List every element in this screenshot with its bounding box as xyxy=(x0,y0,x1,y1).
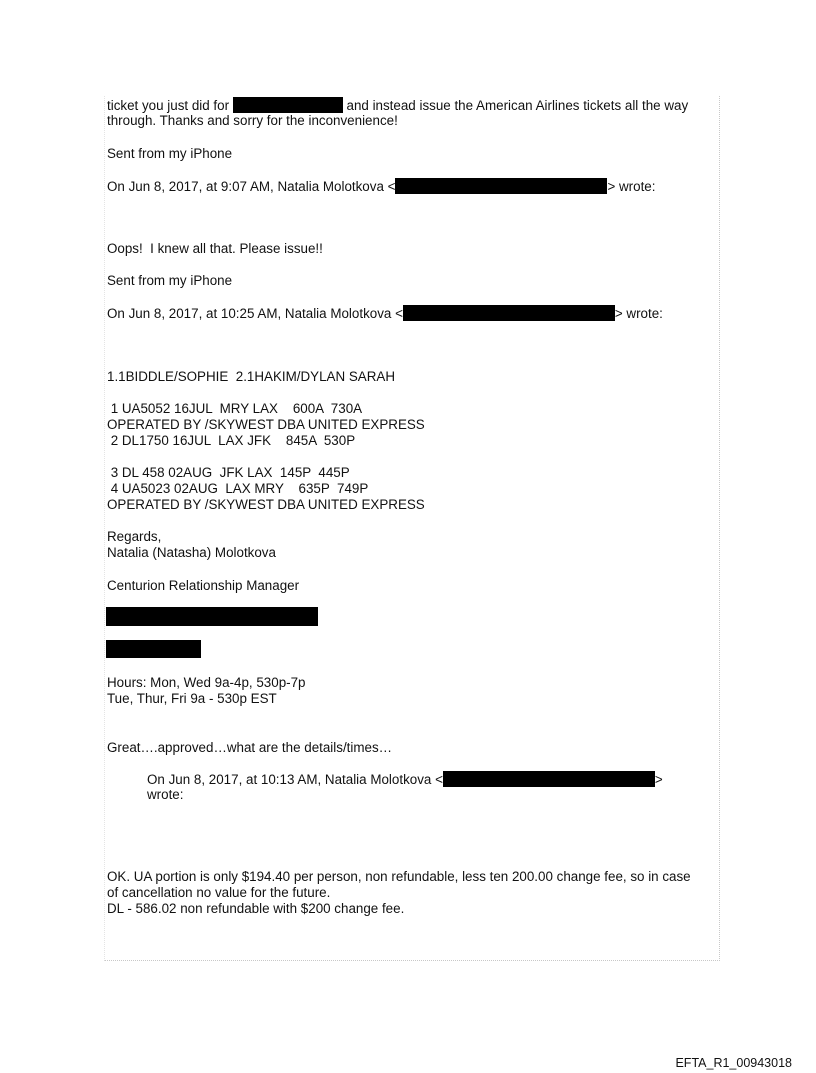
itinerary-operated-by: OPERATED BY /SKYWEST DBA UNITED EXPRESS xyxy=(107,417,425,432)
redaction-bar xyxy=(403,305,615,321)
itinerary-line-2: 2 DL1750 16JUL LAX JFK 845A 530P xyxy=(107,433,356,448)
itinerary-line-1: 1 UA5052 16JUL MRY LAX 600A 730A xyxy=(107,401,363,416)
quote-header-1013 xyxy=(147,771,663,788)
redaction-bar xyxy=(395,178,607,194)
text-fragment: On Jun 8, 2017, at 10:25 AM, Natalia Molotkova < xyxy=(107,306,403,321)
text-line-dl-fee: DL - 586.02 non refundable with $200 change fee. xyxy=(107,901,405,916)
redaction-bar xyxy=(443,771,655,787)
text-line-oops: Oops! I knew all that. Please issue!! xyxy=(107,241,323,256)
sent-from-iphone: Sent from my iPhone xyxy=(107,273,233,288)
text-line-cancellation: of cancellation no value for the future. xyxy=(107,885,331,900)
hours-line-2: Tue, Thur, Fri 9a - 530p EST xyxy=(107,691,277,706)
itinerary-operated-by: OPERATED BY /SKYWEST DBA UNITED EXPRESS xyxy=(107,497,425,512)
text-fragment: and instead issue the American Airlines tickets all the way xyxy=(342,98,689,113)
document-page xyxy=(104,96,720,961)
text-line-through: through. Thanks and sorry for the inconvenience! xyxy=(107,113,398,128)
text-line-ticket xyxy=(107,97,688,114)
text-fragment: > xyxy=(654,772,663,787)
text-fragment: On Jun 8, 2017, at 9:07 AM, Natalia Molotkova < xyxy=(107,179,396,194)
text-fragment: On Jun 8, 2017, at 10:13 AM, Natalia Molotkova < xyxy=(147,772,443,787)
text-line-approved: Great….approved…what are the details/times… xyxy=(107,740,393,755)
signoff: Regards, xyxy=(107,529,162,544)
signature-title: Centurion Relationship Manager xyxy=(107,578,300,593)
text-fragment: > wrote: xyxy=(614,306,663,321)
redaction-block xyxy=(106,607,318,626)
redaction-bar xyxy=(233,97,343,113)
itinerary-line-3: 3 DL 458 02AUG JFK LAX 145P 445P xyxy=(107,465,350,480)
quote-header-0907 xyxy=(107,178,655,195)
text-fragment: > wrote: xyxy=(607,179,656,194)
text-line-ua-portion: OK. UA portion is only $194.40 per person, non refundable, less ten 200.00 change fee, so in case xyxy=(107,869,691,884)
quote-header-wrote: wrote: xyxy=(147,787,184,802)
sent-from-iphone: Sent from my iPhone xyxy=(107,146,233,161)
passenger-names: 1.1BIDDLE/SOPHIE 2.1HAKIM/DYLAN SARAH xyxy=(107,369,395,384)
quote-header-1025 xyxy=(107,305,663,322)
itinerary-line-4: 4 UA5023 02AUG LAX MRY 635P 749P xyxy=(107,481,369,496)
document-id: EFTA_R1_00943018 xyxy=(675,1056,792,1070)
text-fragment: ticket you just did for xyxy=(107,98,233,113)
hours-line-1: Hours: Mon, Wed 9a-4p, 530p-7p xyxy=(107,675,306,690)
signature-name: Natalia (Natasha) Molotkova xyxy=(107,545,276,560)
redaction-block xyxy=(106,640,201,658)
